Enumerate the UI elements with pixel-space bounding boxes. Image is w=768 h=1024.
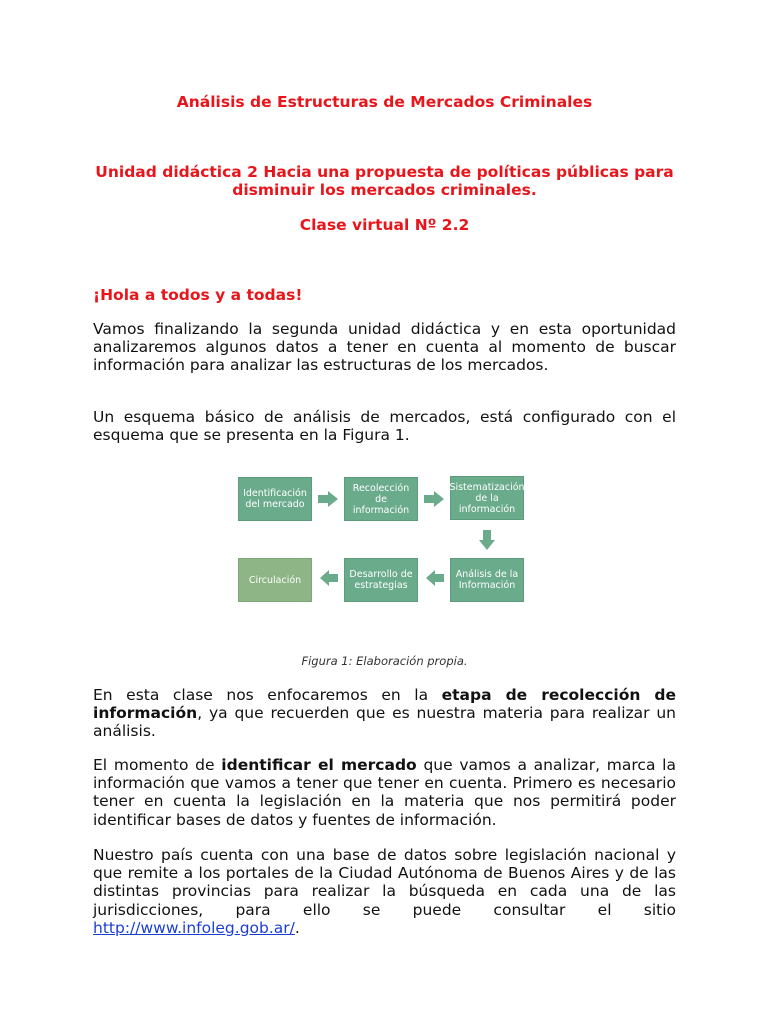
unit-heading: Unidad didáctica 2 Hacia una propuesta de políticas públicas para disminuir los mercados criminales. (95, 163, 674, 199)
text-run: , ya que recuerden que es nuestra materia para realizar un análisis. (93, 704, 676, 741)
text-run: . (294, 918, 300, 937)
arrow-right-icon (424, 491, 444, 507)
paragraph-collection-stage (93, 686, 676, 741)
infoleg-link[interactable]: http://www.infoleg.gob.ar/ (93, 918, 295, 937)
text-run: En esta clase nos enfocaremos en la (93, 686, 442, 704)
market-analysis-diagram (236, 474, 528, 606)
text-run: Nuestro país cuenta con una base de datos sobre legislación nacional y que remite a los portales de la Ciudad Autónoma de Buenos Aires y de las distintas provincias para realizar la búsqueda en cada una de las jurisdicciones, para ello se puede consultar el sitio (93, 846, 676, 919)
paragraph-database (93, 846, 676, 937)
document-title: Análisis de Estructuras de Mercados Criminales (176, 93, 593, 111)
paragraph-intro: Vamos finalizando la segunda unidad didáctica y en esta oportunidad analizaremos algunos datos a tener en cuenta al momento de buscar información para analizar las estructuras de los mercados. (93, 320, 676, 375)
diagram-box-analysis: Análisis de la Información (450, 558, 524, 602)
class-heading: Clase virtual Nº 2.2 (299, 216, 470, 234)
diagram-box-identification: Identificación del mercado (238, 477, 312, 521)
text-run: El momento de (93, 756, 222, 774)
arrow-down-icon (479, 530, 495, 550)
diagram-box-collection: Recolección de información (344, 477, 418, 521)
arrow-left-icon (320, 570, 338, 586)
arrow-right-icon (318, 491, 338, 507)
greeting: ¡Hola a todos y a todas! (93, 286, 303, 304)
figure-caption: Figura 1: Elaboración propia. (301, 654, 468, 668)
diagram-box-systematization: Sistematización de la información (450, 476, 524, 520)
text-run: que vamos a analizar, marca la información que vamos a tener que tener en cuenta. Primero es necesario tener en cuenta la legislación en la materia que nos permitirá poder identificar bases de datos y fuentes de información. (93, 756, 676, 829)
diagram-box-circulation: Circulación (238, 558, 312, 602)
bold-text: identificar el mercado (221, 756, 417, 774)
paragraph-schema: Un esquema básico de análisis de mercados, está configurado con el esquema que se presenta en la Figura 1. (93, 408, 676, 445)
diagram-box-strategies: Desarrollo de estrategias (344, 558, 418, 602)
bold-text: etapa de recolección de información (93, 686, 676, 723)
arrow-left-icon (426, 570, 444, 586)
paragraph-identify-market (93, 756, 676, 829)
